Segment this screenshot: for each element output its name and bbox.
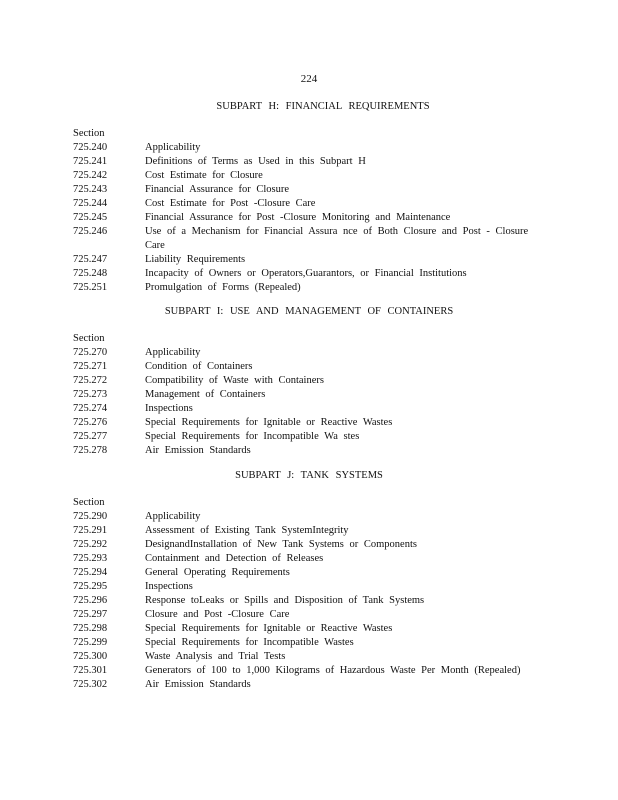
section-number: 725.294 bbox=[73, 567, 108, 578]
section-number: 725.277 bbox=[73, 431, 108, 442]
section-title: Special Requirements for Ignitable or Reactive Wastes bbox=[145, 623, 393, 634]
section-number: 725.291 bbox=[73, 525, 108, 536]
section-number: 725.302 bbox=[73, 679, 108, 690]
section-row bbox=[0, 155, 618, 169]
section-title: Inspections bbox=[145, 403, 193, 414]
section-number: 725.246 bbox=[73, 226, 108, 237]
section-number: 725.271 bbox=[73, 361, 108, 372]
section-number: 725.299 bbox=[73, 637, 108, 648]
section-title: Incapacity of Owners or Operators,Guarantors, or Financial Institutions bbox=[145, 268, 467, 279]
section-row bbox=[0, 608, 618, 622]
section-title: Promulgation of Forms (Repealed) bbox=[145, 282, 301, 293]
section-row bbox=[0, 141, 618, 155]
subpart-h bbox=[0, 100, 618, 295]
section-title: Containment and Detection of Releases bbox=[145, 553, 324, 564]
section-title: Applicability bbox=[145, 347, 201, 358]
section-title: Cost Estimate for Post -Closure Care bbox=[145, 198, 316, 209]
section-row bbox=[0, 388, 618, 402]
section-number: 725.240 bbox=[73, 142, 108, 153]
section-row bbox=[0, 524, 618, 538]
section-number: 725.248 bbox=[73, 268, 108, 279]
section-row bbox=[0, 360, 618, 374]
section-number: 725.300 bbox=[73, 651, 108, 662]
section-number: 725.295 bbox=[73, 581, 108, 592]
section-title: Definitions of Terms as Used in this Subpart H bbox=[145, 156, 366, 167]
section-title: General Operating Requirements bbox=[145, 567, 290, 578]
page-number: 224 bbox=[300, 73, 318, 85]
section-title: Condition of Containers bbox=[145, 361, 253, 372]
section-row bbox=[0, 678, 618, 692]
section-number: 725.242 bbox=[73, 170, 108, 181]
section-row bbox=[0, 267, 618, 281]
section-row bbox=[0, 374, 618, 388]
subpart-heading: SUBPART J: TANK SYSTEMS bbox=[235, 470, 383, 481]
section-number: 725.247 bbox=[73, 254, 108, 265]
section-number: 725.301 bbox=[73, 665, 108, 676]
subpart-heading: SUBPART H: FINANCIAL REQUIREMENTS bbox=[216, 101, 430, 112]
section-number: 725.244 bbox=[73, 198, 108, 209]
section-row bbox=[0, 430, 618, 444]
section-row bbox=[0, 566, 618, 580]
section-title: Closure and Post -Closure Care bbox=[145, 609, 290, 620]
section-title: Special Requirements for Incompatible Wastes bbox=[145, 637, 354, 648]
section-title: Financial Assurance for Closure bbox=[145, 184, 290, 195]
section-title: Applicability bbox=[145, 142, 201, 153]
section-title: Inspections bbox=[145, 581, 193, 592]
section-row bbox=[0, 183, 618, 197]
section-row bbox=[0, 580, 618, 594]
section-label: Section bbox=[73, 333, 105, 344]
section-label: Section bbox=[73, 128, 105, 139]
section-number: 725.290 bbox=[73, 511, 108, 522]
section-title: Financial Assurance for Post -Closure Monitoring and Maintenance bbox=[145, 212, 451, 223]
section-row bbox=[0, 622, 618, 636]
section-number: 725.278 bbox=[73, 445, 108, 456]
section-row bbox=[0, 346, 618, 360]
section-number: 725.292 bbox=[73, 539, 108, 550]
section-row bbox=[0, 225, 618, 253]
section-list bbox=[0, 346, 618, 458]
section-title: Response toLeaks or Spills and Disposition of Tank Systems bbox=[145, 595, 425, 606]
section-row bbox=[0, 169, 618, 183]
section-number: 725.245 bbox=[73, 212, 108, 223]
section-row bbox=[0, 211, 618, 225]
section-number: 725.241 bbox=[73, 156, 108, 167]
section-number: 725.298 bbox=[73, 623, 108, 634]
section-row bbox=[0, 444, 618, 458]
section-title: Management of Containers bbox=[145, 389, 266, 400]
section-title: Cost Estimate for Closure bbox=[145, 170, 263, 181]
section-number: 725.296 bbox=[73, 595, 108, 606]
section-row bbox=[0, 594, 618, 608]
section-title: DesignandInstallation of New Tank Systems or Components bbox=[145, 539, 417, 550]
section-number: 725.272 bbox=[73, 375, 108, 386]
section-row bbox=[0, 281, 618, 295]
subpart-heading: SUBPART I: USE AND MANAGEMENT OF CONTAINERS bbox=[164, 306, 454, 317]
section-number: 725.251 bbox=[73, 282, 108, 293]
section-number: 725.293 bbox=[73, 553, 108, 564]
section-title: Waste Analysis and Trial Tests bbox=[145, 651, 286, 662]
section-title: Assessment of Existing Tank SystemIntegrity bbox=[145, 525, 349, 536]
section-title: Liability Requirements bbox=[145, 254, 246, 265]
section-title: Applicability bbox=[145, 511, 201, 522]
section-number: 725.274 bbox=[73, 403, 108, 414]
section-title: Special Requirements for Incompatible Wa stes bbox=[145, 431, 360, 442]
section-row bbox=[0, 650, 618, 664]
subpart-i bbox=[0, 305, 618, 458]
section-number: 725.243 bbox=[73, 184, 108, 195]
section-row bbox=[0, 636, 618, 650]
section-row bbox=[0, 402, 618, 416]
section-row bbox=[0, 416, 618, 430]
section-title: Special Requirements for Ignitable or Reactive Wastes bbox=[145, 417, 393, 428]
section-list bbox=[0, 141, 618, 295]
section-title: Air Emission Standards bbox=[145, 445, 251, 456]
section-title: Compatibility of Waste with Containers bbox=[145, 375, 324, 386]
section-number: 725.270 bbox=[73, 347, 108, 358]
section-row bbox=[0, 538, 618, 552]
section-number: 725.297 bbox=[73, 609, 108, 620]
section-title: Generators of 100 to 1,000 Kilograms of Hazardous Waste Per Month (Repealed) bbox=[145, 665, 521, 676]
subpart-j bbox=[0, 469, 618, 692]
section-row bbox=[0, 664, 618, 678]
section-list bbox=[0, 510, 618, 692]
section-row bbox=[0, 253, 618, 267]
section-label: Section bbox=[73, 497, 105, 508]
section-row bbox=[0, 197, 618, 211]
section-number: 725.276 bbox=[73, 417, 108, 428]
section-number: 725.273 bbox=[73, 389, 108, 400]
section-title: Air Emission Standards bbox=[145, 679, 251, 690]
section-row bbox=[0, 552, 618, 566]
section-row bbox=[0, 510, 618, 524]
section-title: Use of a Mechanism for Financial Assura nce of Both Closure and Post - Closure Care bbox=[145, 226, 529, 251]
